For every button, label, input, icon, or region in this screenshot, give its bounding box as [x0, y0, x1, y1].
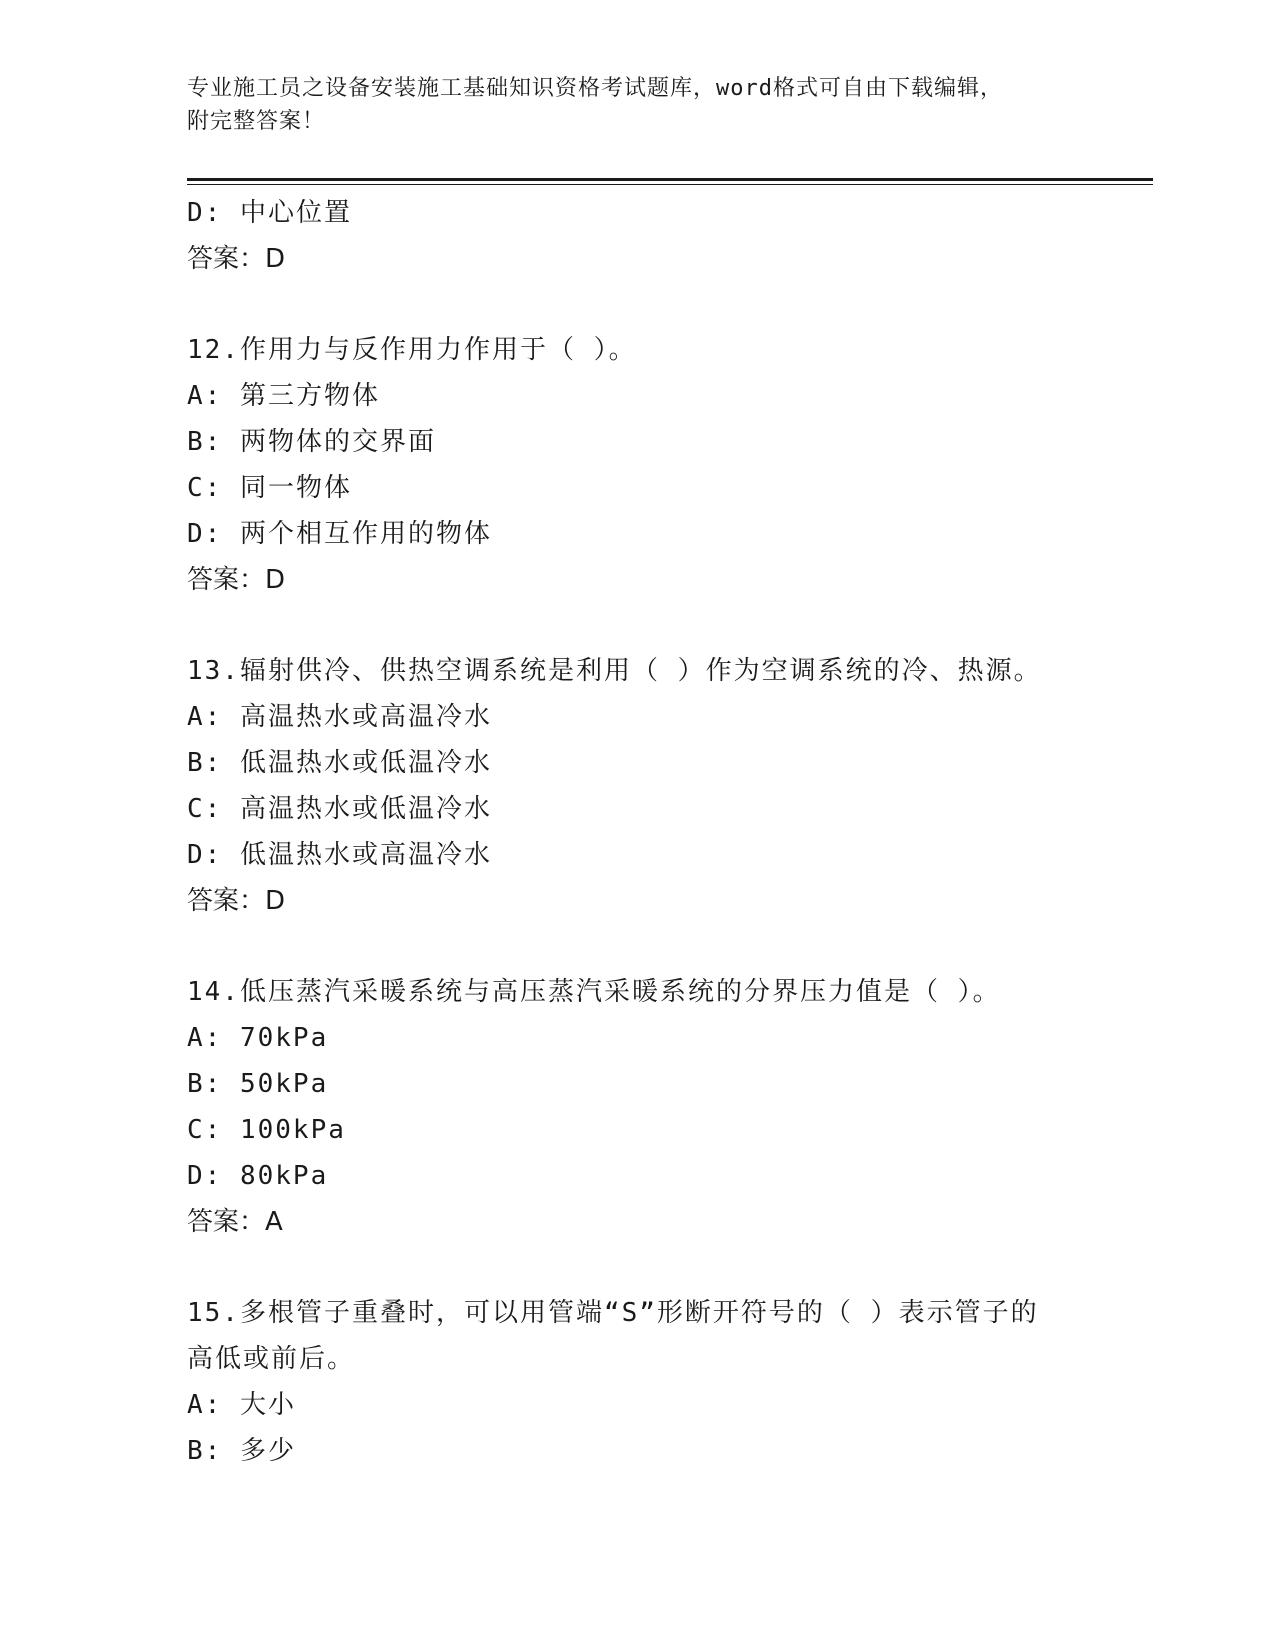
question-list: [187, 190, 1087, 1474]
q13-option-b: B: 低温热水或低温冷水: [187, 748, 492, 778]
q12-option-b: B: 两物体的交界面: [187, 427, 436, 457]
q15-text-line-1: 15.多根管子重叠时，可以用管端“S”形断开符号的（ ）表示管子的: [187, 1298, 1039, 1328]
q15-option-b: B: 多少: [187, 1436, 296, 1466]
q14-answer: 答案：A: [187, 1207, 283, 1237]
q13-option-d: D: 低温热水或高温冷水: [187, 840, 492, 870]
header-divider-thin: [187, 184, 1153, 185]
q14-option-a: A: 70kPa: [187, 1023, 329, 1053]
q12-option-a: A: 第三方物体: [187, 381, 380, 411]
q13-option-c: C: 高温热水或低温冷水: [187, 794, 492, 824]
question-block-14: [187, 969, 1087, 1245]
q15-text-line-2: 高低或前后。: [187, 1344, 356, 1374]
document-header: [187, 72, 1087, 138]
q12-option-d: D: 两个相互作用的物体: [187, 519, 492, 549]
q14-text: 14.低压蒸汽采暖系统与高压蒸汽采暖系统的分界压力值是（ ）。: [187, 977, 1001, 1007]
header-divider-thick: [187, 178, 1153, 181]
q12-text: 12.作用力与反作用力作用于（ ）。: [187, 335, 637, 365]
question-block-15: [187, 1290, 1087, 1474]
header-line-2: 附完整答案！: [187, 109, 326, 134]
q13-text: 13.辐射供冷、供热空调系统是利用（ ）作为空调系统的冷、热源。: [187, 656, 1042, 686]
q12-answer: 答案：D: [187, 565, 286, 595]
question-block-13: [187, 648, 1087, 924]
q11-option-d: D: 中心位置: [187, 198, 352, 228]
q13-option-a: A: 高温热水或高温冷水: [187, 702, 492, 732]
question-block-12: [187, 327, 1087, 603]
q12-option-c: C: 同一物体: [187, 473, 352, 503]
q14-option-b: B: 50kPa: [187, 1069, 329, 1099]
q14-option-c: C: 100kPa: [187, 1115, 346, 1145]
q14-option-d: D: 80kPa: [187, 1161, 329, 1191]
header-line-1: 专业施工员之设备安装施工基础知识资格考试题库，word格式可自由下载编辑，: [187, 76, 1003, 101]
q11-answer: 答案：D: [187, 244, 286, 274]
q15-option-a: A: 大小: [187, 1390, 296, 1420]
q13-answer: 答案：D: [187, 886, 286, 916]
